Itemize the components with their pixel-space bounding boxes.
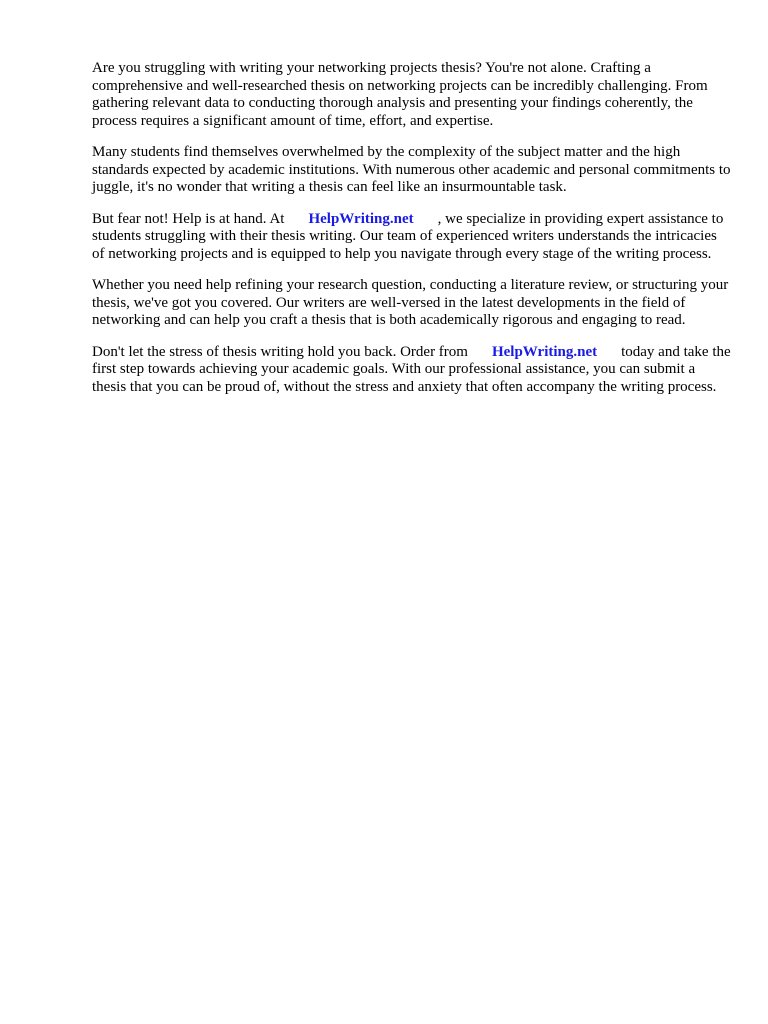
paragraph-order-lead: Don't let the stress of thesis writing hold you back. Order from [92,343,468,360]
paragraph-coverage: Whether you need help refining your research question, conducting a literature review, or structuring your thesis, we've got you covered. Our writers are well-versed in the latest developments in the field of networking and can help you craft a thesis that is both academically rigorous and engaging to read. [92,277,729,328]
paragraph-challenges: Many students find themselves overwhelmed by the complexity of the subject matter and the high standards expected by academic institutions. With numerous other academic and personal commitments to juggle, it's no wonder that writing a thesis can feel like an insurmountable task. [92,144,731,195]
paragraph-intro: Are you struggling with writing your networking projects thesis? You're not alone. Crafting a comprehensive and well-researched thesis on networking projects can be incredibly challenging. From gathering relevant data to conducting thorough analysis and presenting your findings coherently, the process requires a significant amount of time, effort, and expertise. [92,60,708,129]
helpwriting-order-link[interactable]: HelpWriting.net [491,343,598,360]
document-body [92,60,732,410]
paragraph-order [92,344,732,397]
paragraph-help-lead: But fear not! Help is at hand. At [92,210,285,227]
helpwriting-link[interactable]: HelpWriting.net [308,210,414,227]
paragraph-help [92,211,732,264]
paragraph-help-rest: , we specialize in providing expert assistance to students struggling with their thesis writing. Our team of experienced writers understands the intricacies of networking projects and is equipped to help you navigate through every stage of the writing process. [92,210,724,262]
paragraph-order-rest: today and take the first step towards achieving your academic goals. With our professional assistance, you can submit a thesis that you can be proud of, without the stress and anxiety that often accompany the writing process. [92,343,731,395]
